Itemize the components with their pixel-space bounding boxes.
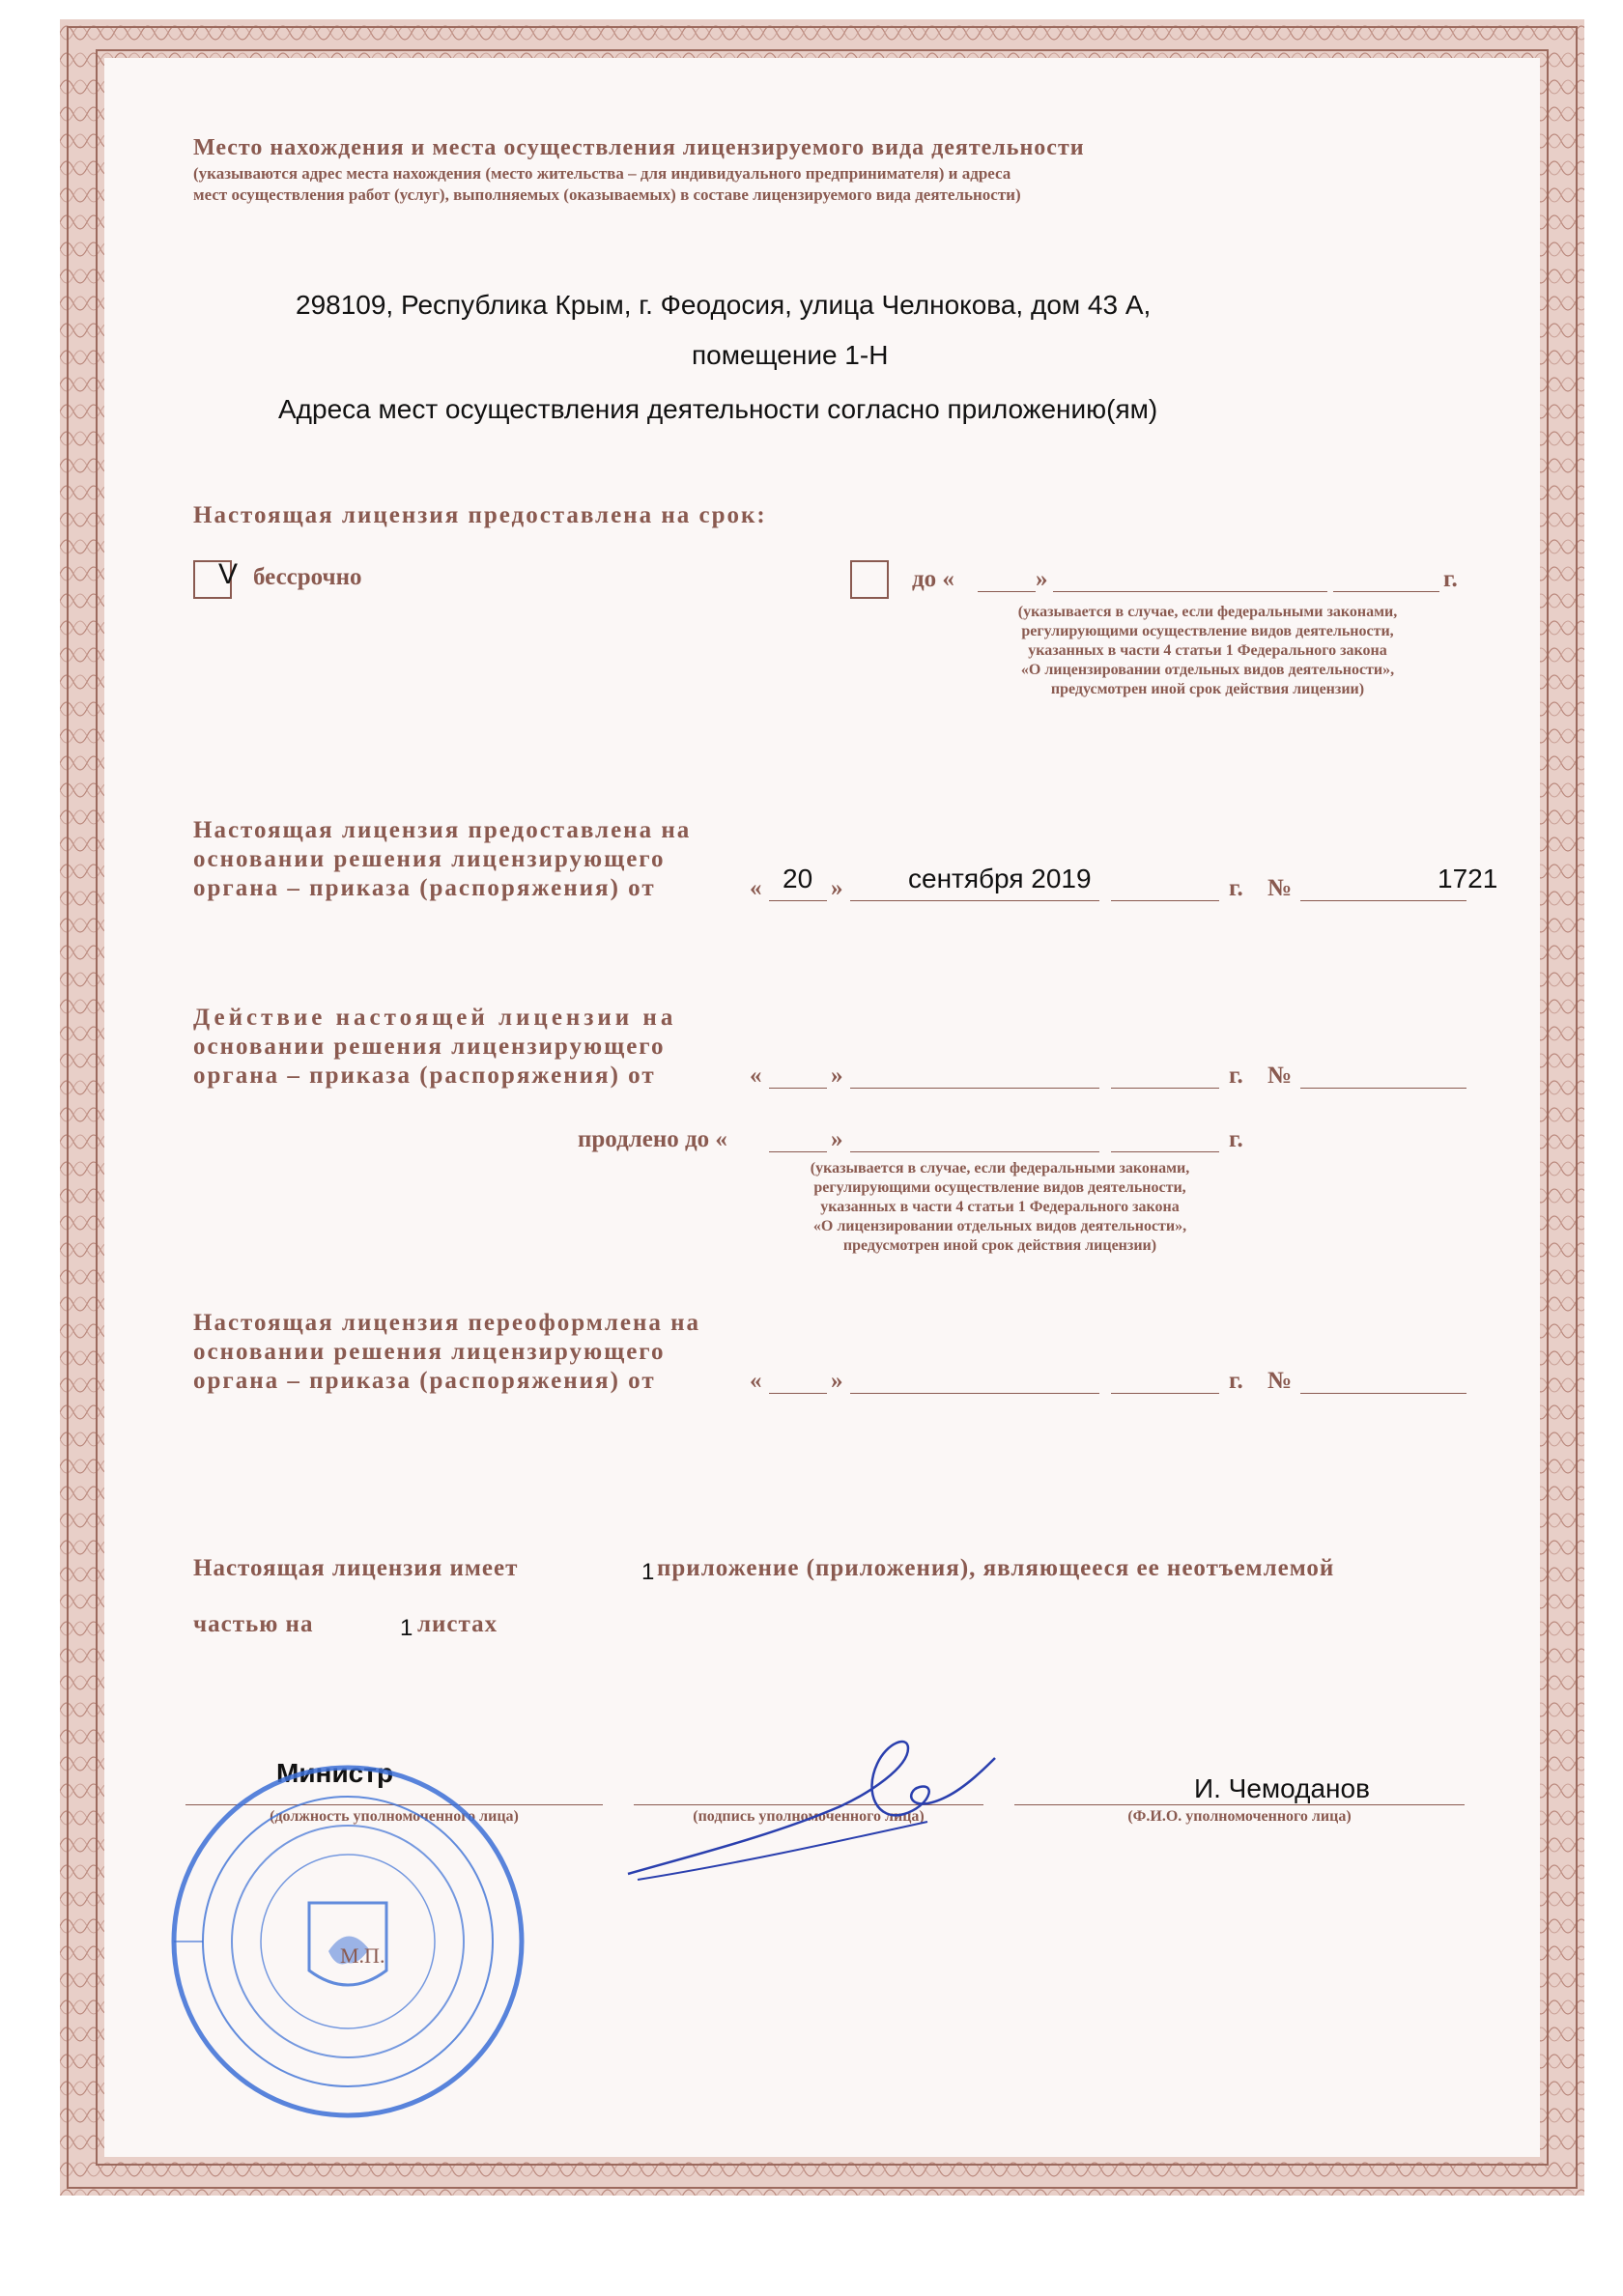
reissue-open: «	[750, 1368, 762, 1394]
header-note-1: (указываются адрес места нахождения (место жительства – для индивидуального предпринимателя) и адреса	[193, 164, 1011, 183]
extended-month-line	[850, 1151, 1099, 1152]
name-caption: (Ф.И.О. уполномоченного лица)	[1127, 1808, 1352, 1825]
reissue-year-suffix: г.	[1229, 1368, 1243, 1394]
address-line-3: Адреса мест осуществления деятельности согласно приложению(ям)	[278, 394, 1158, 424]
extension-line-2: основании решения лицензирующего	[193, 1034, 666, 1060]
until-checkbox[interactable]	[850, 560, 889, 599]
extension-note-line: (указывается в случае, если федеральными законами,	[810, 1160, 1190, 1176]
extended-until-label: продлено до «	[578, 1126, 727, 1152]
signatory-name: И. Чемоданов	[1194, 1773, 1370, 1803]
signatory-position: Министр	[276, 1758, 394, 1788]
sign-caption: (подпись уполномоченного лица)	[693, 1808, 925, 1825]
until-year-line	[1333, 591, 1439, 592]
extension-line-3: органа – приказа (распоряжения) от	[193, 1063, 656, 1089]
extension-no-label: №	[1267, 1063, 1293, 1089]
until-day-line	[978, 591, 1036, 592]
extended-day-line	[769, 1151, 827, 1152]
extension-line-1: Действие настоящей лицензии на	[193, 1005, 677, 1031]
extension-note-line: предусмотрен иной срок действия лицензии)	[842, 1237, 1157, 1254]
address-line-2: помещение 1-Н	[692, 340, 889, 370]
extension-day-line	[769, 1088, 827, 1089]
reissue-number-line	[1300, 1393, 1466, 1394]
reissue-line-1: Настоящая лицензия переоформлена на	[193, 1310, 701, 1336]
basis-number-line	[1300, 900, 1466, 901]
extended-year-suffix: г.	[1229, 1126, 1243, 1152]
position-caption: (должность уполномоченного лица)	[270, 1808, 519, 1825]
basis-close: »	[831, 875, 843, 901]
until-year-suffix: г.	[1443, 566, 1458, 592]
address-line-1: 298109, Республика Крым, г. Феодосия, улица Челнокова, дом 43 А,	[296, 290, 1152, 320]
annex-sheets-prefix: частью на	[193, 1611, 314, 1637]
term-note-line: регулирующими осуществление видов деятельности,	[1021, 623, 1394, 639]
term-note	[966, 603, 1449, 699]
reissue-year-line	[1111, 1393, 1219, 1394]
annex-prefix: Настоящая лицензия имеет	[193, 1555, 519, 1581]
reissue-line-2: основании решения лицензирующего	[193, 1339, 666, 1365]
term-note-line: предусмотрен иной срок действия лицензии)	[1050, 681, 1365, 697]
term-label: Настоящая лицензия предоставлена на срок:	[193, 502, 767, 528]
handwritten-signature	[618, 1729, 1024, 1893]
term-note-line: «О лицензировании отдельных видов деятельности»,	[1020, 662, 1395, 678]
basis-month-year: сентября 2019	[908, 864, 1092, 893]
annex-sheets-count: 1	[400, 1615, 413, 1641]
basis-open: «	[750, 875, 762, 901]
reissue-line-3: органа – приказа (распоряжения) от	[193, 1368, 656, 1394]
reissue-close: »	[831, 1368, 843, 1394]
basis-day: 20	[783, 864, 813, 893]
annex-count: 1	[641, 1559, 655, 1585]
extension-open: «	[750, 1063, 762, 1089]
extension-year-suffix: г.	[1229, 1063, 1243, 1089]
extension-note	[763, 1159, 1237, 1256]
extension-year-line	[1111, 1088, 1219, 1089]
reissue-day-line	[769, 1393, 827, 1394]
term-note-line: указанных в части 4 статьи 1 Федерального закона	[1028, 642, 1387, 659]
until-month-line	[1053, 591, 1327, 592]
basis-day-line	[769, 900, 827, 901]
extension-close: »	[831, 1063, 843, 1089]
basis-year-suffix: г.	[1229, 875, 1243, 901]
name-line	[1014, 1804, 1465, 1805]
header-title: Место нахождения и места осуществления лицензируемого вида деятельности	[193, 135, 1085, 160]
unlimited-label: бессрочно	[253, 564, 362, 590]
header-note-2: мест осуществления работ (услуг), выполняемых (оказываемых) в составе лицензируемого вида деятельности)	[193, 185, 1021, 204]
basis-line-3: органа – приказа (распоряжения) от	[193, 875, 656, 901]
until-label: до «	[912, 566, 954, 592]
term-note-line: (указывается в случае, если федеральными законами,	[1017, 604, 1398, 620]
basis-line-1: Настоящая лицензия предоставлена на	[193, 817, 692, 843]
extension-month-line	[850, 1088, 1099, 1089]
until-close: »	[1036, 566, 1048, 592]
basis-number: 1721	[1438, 864, 1498, 893]
unlimited-check-mark: V	[218, 558, 239, 590]
annex-suffix: приложение (приложения), являющееся ее неотъемлемой	[657, 1555, 1335, 1581]
extension-number-line	[1300, 1088, 1466, 1089]
basis-no-label: №	[1267, 875, 1293, 901]
reissue-month-line	[850, 1393, 1099, 1394]
basis-month-line	[850, 900, 1099, 901]
extended-year-line	[1111, 1151, 1219, 1152]
official-seal	[164, 1758, 531, 2125]
annex-sheets-suffix: листах	[417, 1611, 498, 1637]
extension-note-line: указанных в части 4 статьи 1 Федерального закона	[820, 1199, 1180, 1215]
stamp-mark: М.П.	[340, 1943, 385, 1968]
reissue-no-label: №	[1267, 1368, 1293, 1394]
basis-year-line	[1111, 900, 1219, 901]
basis-line-2: основании решения лицензирующего	[193, 846, 666, 872]
extension-note-line: «О лицензировании отдельных видов деятельности»,	[812, 1218, 1187, 1234]
extension-note-line: регулирующими осуществление видов деятельности,	[813, 1179, 1186, 1196]
extended-close: »	[831, 1126, 843, 1152]
